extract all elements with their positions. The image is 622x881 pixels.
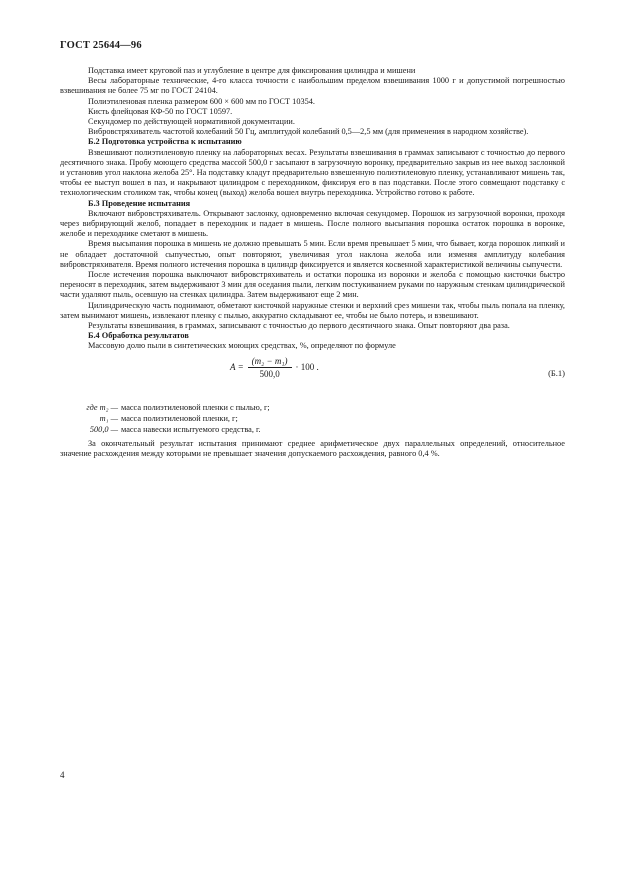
definition-row (60, 424, 565, 435)
formula-numerator: (m₂ − m₁) (248, 356, 292, 368)
definition-symbol: 500,0 — (89, 424, 118, 434)
formula-definitions (60, 402, 565, 435)
definition-text: масса полиэтиленовой пленки с пылью, г; (121, 402, 270, 412)
paragraph: Подставка имеет круговой паз и углубление в центре для фиксирования цилиндра и мишени (88, 66, 416, 75)
definition-row (60, 413, 565, 424)
paragraph: Результаты взвешивания, в граммах, записывают с точностью до первого десятичного знака. Опыт повторяют два раза. (88, 321, 510, 331)
paragraph: Массовую долю пыли в синтетических моющих средствах, %, определяют по формуле (88, 341, 396, 351)
document-header: ГОСТ 25644—96 (60, 40, 142, 51)
section-heading-b2: Б.2 Подготовка устройства к испытанию (88, 137, 242, 147)
formula-block (60, 356, 565, 396)
definition-text: масса навески испытуемого средства, г. (121, 424, 261, 434)
definition-row (60, 402, 565, 413)
definition-symbol: m₁ — (99, 413, 118, 423)
formula-denominator: 500,0 (259, 368, 280, 379)
section-heading-b4: Б.4 Обработка результатов (88, 331, 189, 341)
document-body (60, 66, 565, 459)
paragraph: Кисть флейцовая КФ-50 по ГОСТ 10597. (88, 106, 233, 116)
formula (230, 356, 319, 379)
paragraph: Взвешивают полиэтиленовую пленку на лабораторных весах. Результаты взвешивания в граммах записывают с точностью до первого десятичного знака. Пробу моющего средства массой 500,0 г засыпают в загрузочную воронку, предварительно закрыв из нее выход заслонкой и установив угол наклона желоба 25°. На подставку кладут предварительно взвешенную полиэтиленовую пленку, устанавливают мишень так, чтобы ее выступ вошел в паз, и накрывают цилиндром с переходником, фиксируя его в паз подставки. После этого совмещают подставку с технологическим столиком так, чтобы конец (выход) желоба вошел внутрь переходника. Устройство готово к работе. (60, 147, 565, 198)
definition-symbol: где m₂ — (86, 402, 118, 412)
paragraph: Время высыпания порошка в мишень не должно превышать 5 мин. Если время превышает 5 мин, что бывает, когда порошок липкий и не обладает достаточной сыпучестью, опыт повторяют, увеличивая угол наклона желоба или изменяя амплитуду колебания вибровстряхивателя. Время полного истечения порошка в цилиндр фиксируется и является косвенной характеристикой величины сыпучести. (60, 239, 565, 269)
paragraph: Полиэтиленовая пленка размером 600 × 600 мм по ГОСТ 10354. (88, 96, 315, 106)
equation-number: (Б.1) (548, 367, 565, 378)
paragraph: За окончательный результат испытания принимают среднее арифметическое двух параллельных определений, относительное значение расхождения между которыми не превышает значения допускаемого расхождения, равного 0,4 %. (60, 438, 565, 458)
definition-text: масса полиэтиленовой пленки, г; (121, 413, 238, 423)
paragraph: Включают вибровстряхиватель. Открывают заслонку, одновременно включая секундомер. Порошок из загрузочной воронки, проходя через вибрирующий желоб, попадает в переходник и падает в мишень. После полного высыпания порошка остаток порошка в воронке, желобе и переходнике сметают в мишень. (60, 208, 565, 239)
paragraph: Секундомер по действующей нормативной документации. (88, 117, 295, 127)
paragraph: Вибровстряхиватель частотой колебаний 50 Гц, амплитудой колебаний 0,5—2,5 мм (для применения в народном хозяйстве). (88, 127, 529, 137)
paragraph: Весы лабораторные технические, 4-го класса точности с наибольшим пределом взвешивания 1000 г и допустимой погрешностью взвешивания не более 75 мг по ГОСТ 24104. (60, 76, 565, 96)
paragraph: После истечения порошка выключают вибровстряхиватель и остатки порошка из воронки и желоба с помощью кисточки быстро переносят в переходник, затем выдерживают 3 мин для оседания пыли, легким постукиванием руками по наружным стенкам цилиндрической части удаляют пыль, осевшую на стенках цилиндра. Затем выдерживают еще 2 мин. (60, 270, 565, 300)
formula-lhs: A = (230, 362, 244, 373)
paragraph: Цилиндрическую часть поднимают, обметают кисточкой наружные стенки и верхний срез мишени так, чтобы пыль попала на пленку, затем вынимают мишень, извлекают пленку с пылью, аккуратно складывают ее, чтобы не было потерь, и взвешивают. (60, 300, 565, 320)
section-heading-b3: Б.3 Проведение испытания (88, 198, 191, 208)
page-number: 4 (60, 770, 65, 780)
formula-fraction (248, 356, 292, 379)
formula-multiplier: · 100 . (295, 362, 319, 373)
